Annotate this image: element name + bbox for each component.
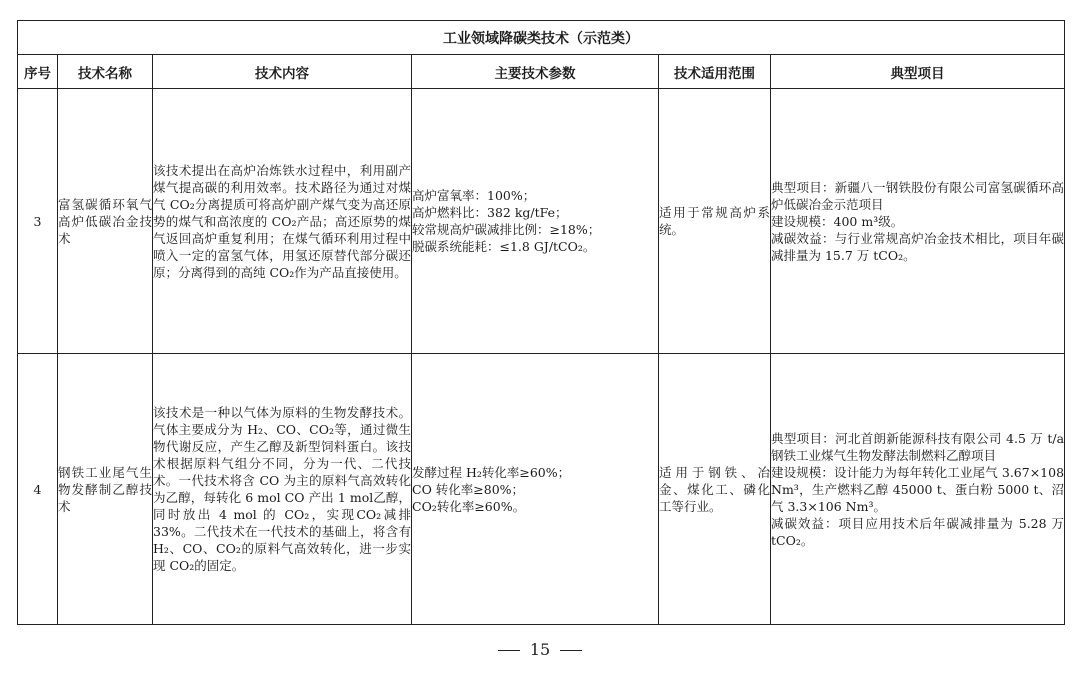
technology-table xyxy=(17,20,1065,625)
parameter-line: CO 转化率≥80%； xyxy=(412,481,525,497)
document-page xyxy=(17,20,1064,625)
project-line: 建设规模：设计能力为每年转化工业尾气 3.67×108 Nm³，生产燃料乙醇 45000 t、蛋白粉 5000 t、沼气 3.3×106 Nm³。 xyxy=(771,464,1065,514)
technology-parameters xyxy=(412,354,659,625)
dash-left xyxy=(498,650,520,651)
typical-project xyxy=(771,354,1065,625)
project-line: 减碳效益：与行业常规高炉冶金技术相比，项目年碳减排量为 15.7 万 tCO₂。 xyxy=(771,230,1065,263)
page-number: 15 xyxy=(529,640,551,659)
technology-content: 该技术是一种以气体为原料的生物发酵技术。气体主要成分为 H₂、CO、CO₂等，通过微生物代谢反应，产生乙醇及新型饲料蛋白。该技术根据原料气组分不同，分为一代、二代技术。一代技术将含 CO 为主的原料气高效转化为乙醇，每转化 6 mol CO 产出 1 mol乙醇，同时放出 4 mol 的 CO₂，实现CO₂减排 33%。二代技术在一代技术的基础上，将含有 H₂、CO、CO₂的原料气高效转化，进一步实现 CO₂的固定。 xyxy=(153,354,412,625)
application-scope: 适用于钢铁、冶金、煤化工、磷化工等行业。 xyxy=(659,354,771,625)
table-title-row xyxy=(18,21,1065,55)
application-scope: 适用于常规高炉系统。 xyxy=(659,89,771,354)
header-serial-number: 序号 xyxy=(18,55,58,89)
table-row xyxy=(18,89,1065,354)
table-title: 工业领域降碳类技术（示范类） xyxy=(18,21,1065,55)
header-main-parameters: 主要技术参数 xyxy=(412,55,659,89)
technology-content: 该技术提出在高炉冶炼铁水过程中，利用副产煤气提高碳的利用效率。技术路径为通过对煤气 CO₂分离提质可将高炉副产煤气变为高还原势的煤气和高浓度的 CO₂产品；高还原势的煤气返回高炉重复利用；在煤气循环利用过程中喷入一定的富氢气体，用氢还原替代部分碳还原；分离得到的高纯 CO₂作为产品直接使用。 xyxy=(153,89,412,354)
project-line: 减碳效益：项目应用技术后年碳减排量为 5.28 万 tCO₂。 xyxy=(771,515,1065,548)
parameter-line: 高炉燃料比：382 kg/tFe； xyxy=(412,205,568,220)
parameter-line: 发酵过程 H₂转化率≥60%； xyxy=(412,464,571,480)
row-number: 3 xyxy=(18,89,58,354)
project-line: 典型项目：河北首朗新能源科技有限公司 4.5 万 t/a 钢铁工业煤气生物发酵法制燃料乙醇项目 xyxy=(771,430,1065,463)
parameter-line: 较常规高炉碳减排比例：≥18%； xyxy=(412,222,601,237)
parameter-line: 脱碳系统能耗：≤1.8 GJ/tCO₂。 xyxy=(412,239,596,254)
table-header-row xyxy=(18,55,1065,89)
row-number: 4 xyxy=(18,354,58,625)
page-footer xyxy=(0,640,1080,659)
technology-parameters xyxy=(412,89,659,354)
project-line: 建设规模：400 m³级。 xyxy=(771,213,904,229)
project-line: 典型项目：新疆八一钢铁股份有限公司富氢碳循环高炉低碳冶金示范项目 xyxy=(771,179,1065,212)
header-technology-name: 技术名称 xyxy=(58,55,153,89)
header-typical-project: 典型项目 xyxy=(771,55,1065,89)
technology-name: 富氢碳循环氧气高炉低碳冶金技术 xyxy=(58,89,153,354)
technology-name: 钢铁工业尾气生物发酵制乙醇技术 xyxy=(58,354,153,625)
parameter-line: 高炉富氧率：100%； xyxy=(412,188,536,203)
dash-right xyxy=(560,650,582,651)
parameter-line: CO₂转化率≥60%。 xyxy=(412,498,526,514)
header-technology-content: 技术内容 xyxy=(153,55,412,89)
header-application-scope: 技术适用范围 xyxy=(659,55,771,89)
table-row xyxy=(18,354,1065,625)
typical-project xyxy=(771,89,1065,354)
